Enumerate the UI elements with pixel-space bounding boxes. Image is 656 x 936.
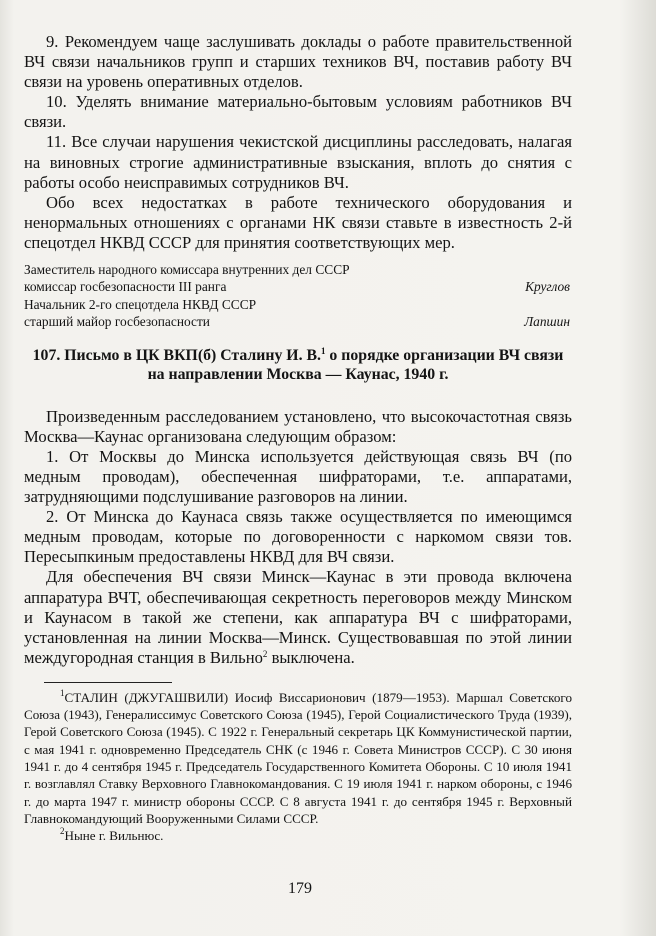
paragraph-item-10: 10. Уделять внимание материально-бытовым условиям работников ВЧ связи. (24, 92, 572, 132)
signature-block-lapshin (24, 296, 572, 331)
paragraph-item-1: 1. От Москвы до Минска используется действующая связь ВЧ (по медным проводам), обеспеченная шифраторами, т.е. аппаратами, затрудняющими подслушивание разговоров на линии. (24, 446, 572, 507)
paragraph-closing: Обо всех недостатках в работе технического оборудования и ненормальных отношениях с органами НК связи ставьте в известность 2-й спецотдел НКВД СССР для принятия соответствующих мер. (24, 192, 572, 252)
signature-position: Заместитель народного комиссара внутренних дел СССР (24, 262, 350, 278)
paragraph-item-2: 2. От Минска до Каунаса связь также осуществляется по имеющимся медным проводам, которые по договоренности с наркомом связи тов. Пересыпкиным предоставлены НКВД для ВЧ связи. (24, 507, 572, 567)
text-column (24, 32, 572, 845)
document-heading: 107. Письмо в ЦК ВКП(б) Сталину И. В.$^1$ о порядке организации ВЧ связи на направлении Москва — Каунас, 1940 г. (32, 345, 564, 384)
signature-name: Круглов (525, 279, 570, 295)
paragraph-intro: Произведенным расследованием установлено, что высокочастотная связь Москва—Каунас организована следующим образом: (24, 406, 572, 446)
signature-position: Начальник 2-го спецотдела НКВД СССР (24, 296, 257, 312)
signature-name: Лапшин (524, 314, 570, 330)
signature-rank: комиссар госбезопасности III ранга Круглов (24, 279, 570, 295)
footnote-ref-1: 1 (320, 345, 326, 356)
signature-rank: старший майор госбезопасности Лапшин (24, 314, 570, 330)
page-number: 179 (288, 880, 312, 897)
footnote-2: $^2$Ныне г. Вильнюс. (60, 826, 164, 844)
signature-block-kruglov (24, 261, 572, 296)
paragraph-vcht: Для обеспечения ВЧ связи Минск—Каунас в эти провода включена аппаратура ВЧТ, обеспечивающая секретность переговоров между Минском и Каунасом в такой же степени, как аппаратура ВЧ с шифраторами, установленная на линии Москва—Минск. Существовавшая по этой линии междугородная станция в Вильно$^2$ выключена. (24, 567, 572, 667)
footnote-ref-2: 2 (262, 648, 268, 659)
footnote-1: $^1$СТАЛИН (ДЖУГАШВИЛИ) Иосиф Виссарионович (1879—1953). Маршал Советского Союза (1943), Генералиссимус Советского Союза (1945), Герой Социалистического Труда (1939), Герой Советского Союза (1945). С 1922 г. Генеральный секретарь ЦК Коммунистической партии, с мая 1941 г. одновременно Председатель СНК (с 1946 г. Совета Министров СССР). С 30 июня 1941 г. до 4 сентября 1945 г. Председатель Государственного Комитета Обороны. С 10 июля 1941 г. возглавлял Ставку Верховного Главнокомандования. С 19 июля 1941 г. нарком обороны, с 1946 г. до марта 1947 г. министр обороны СССР. С 8 августа 1941 г. до сентября 1945 г. Верховный Главнокомандующий Вооруженными Силами СССР. (24, 687, 572, 826)
footnote-divider (44, 682, 172, 683)
paragraph-item-11: 11. Все случаи нарушения чекистской дисциплины расследовать, налагая на виновных строгие административные взыскания, вплоть до снятия с работы особо неисправимых сотрудников ВЧ. (24, 132, 572, 192)
paragraph-item-9: 9. Рекомендуем чаще заслушивать доклады о работе правительственной ВЧ связи начальников групп и старших техников ВЧ, поставив работу ВЧ связи на уровень оперативных отделов. (24, 32, 572, 92)
